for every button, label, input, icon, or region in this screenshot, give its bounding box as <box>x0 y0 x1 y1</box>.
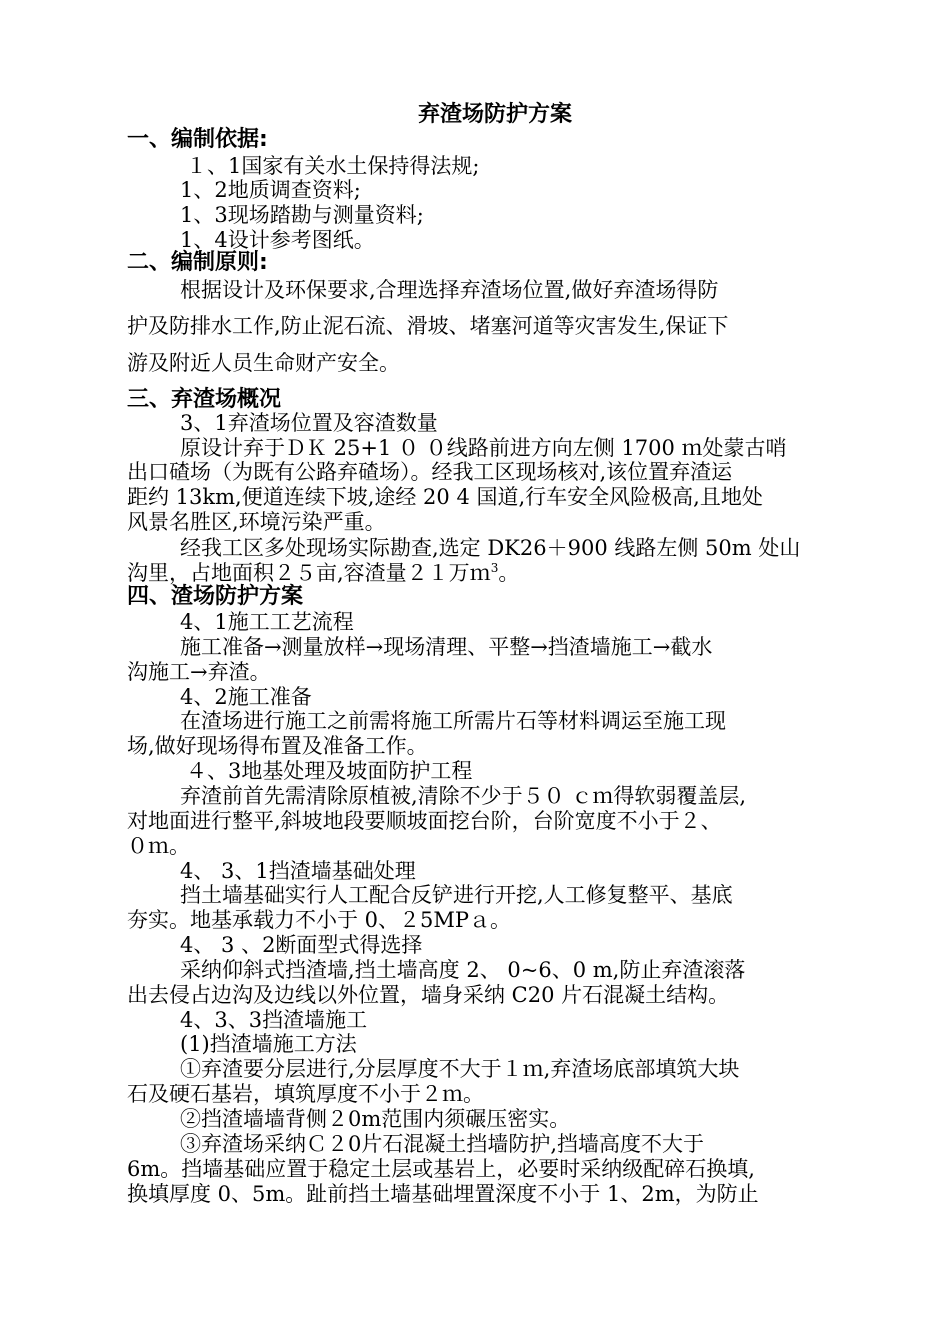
text-line: 4、1施工工艺流程 <box>180 610 354 634</box>
text-line: ０ｍ。 <box>127 834 190 858</box>
section-heading: 二、编制原则: <box>127 250 268 275</box>
text-line: 根据设计及环保要求,合理选择弃渣场位置,做好弃渣场得防 <box>180 278 719 302</box>
text-line: 场,做好现场得布置及准备工作。 <box>127 734 428 758</box>
text-line: (1)挡渣墙施工方法 <box>180 1032 357 1056</box>
text-line: 1、4设计参考图纸。 <box>180 228 375 252</box>
document-title: 弃渣场防护方案 <box>418 101 573 127</box>
text-line: １、1国家有关水土保持得法规; <box>186 154 480 178</box>
text-line: ４、3地基处理及坡面防护工程 <box>186 759 473 783</box>
text-line: 施工准备→测量放样→现场清理、平整→挡渣墙施工→截水 <box>180 635 713 659</box>
text-line: 4、 3、1挡渣墙基础处理 <box>180 859 416 883</box>
text-line: ③弃渣场采纳Ｃ２0片石混凝土挡墙防护,挡墙高度不大于 <box>180 1132 705 1156</box>
text-line: 换填厚度 0、5m。趾前挡土墙基础埋置深度不小于 1、2m，为防止 <box>127 1182 759 1206</box>
superscript: 3 <box>490 561 499 575</box>
text-line: 采纳仰斜式挡渣墙,挡土墙高度 2、 0~6、0 m,防止弃渣滚落 <box>180 958 746 982</box>
text-line: 风景名胜区,环境污染严重。 <box>127 510 386 534</box>
text-line: 原设计弃于ＤＫ 25+1 ０ ０线路前进方向左侧 1700 ｍ处蒙古哨 <box>180 436 787 460</box>
text-line: 4、2施工准备 <box>180 685 312 709</box>
text-line: 经我工区多处现场实际勘查,选定 DK26＋900 线路左侧 50m 处山 <box>180 536 801 560</box>
text-line: 在渣场进行施工之前需将施工所需片石等材料调运至施工现 <box>180 709 726 733</box>
text-line: 1、2地质调查资料; <box>180 178 361 202</box>
text-line: 4、3、3挡渣墙施工 <box>180 1008 368 1032</box>
text-line: 对地面进行整平,斜坡地段要顺坡面挖台阶，台阶宽度不小于２、 <box>127 809 722 833</box>
text-line: 6m。挡墙基础应置于稳定土层或基岩上，必要时采纳级配碎石换填, <box>127 1157 755 1181</box>
text-line: 夯实。地基承载力不小于 0、２5MPａ。 <box>127 908 512 932</box>
text-line: 挡土墙基础实行人工配合反铲进行开挖,人工修复整平、基底 <box>180 883 733 907</box>
text-line: 弃渣前首先需清除原植被,清除不少于５０ ｃｍ得软弱覆盖层, <box>180 784 747 808</box>
text-line: 出去侵占边沟及边线以外位置，墙身采纳 C20 片石混凝土结构。 <box>127 983 730 1007</box>
section-heading: 四、渣场防护方案 <box>127 584 304 609</box>
text-line: 距约 13km,便道连续下坡,途经 20 4 国道,行车安全风险极高,且地处 <box>127 485 763 509</box>
text-line: ①弃渣要分层进行,分层厚度不大于１ｍ,弃渣场底部填筑大块 <box>180 1057 740 1081</box>
section-heading: 一、编制依据: <box>127 127 268 152</box>
section-heading: 三、弃渣场概况 <box>127 387 282 412</box>
text-line: 沟施工→弃渣。 <box>127 660 271 684</box>
text-line: ②挡渣墙墙背侧２0m范围内须碾压密实。 <box>180 1107 571 1131</box>
text-line: 3、1弃渣场位置及容渣数量 <box>180 411 438 435</box>
text-segment: 。 <box>498 561 520 585</box>
text-line: 1、3现场踏勘与测量资料; <box>180 203 424 227</box>
text-line: 4、 3 、2断面型式得选择 <box>180 933 423 957</box>
text-segment: 沟里，占地面积２５亩,容渣量２１万ｍ <box>127 561 491 585</box>
text-line: 出口碴场（为既有公路弃碴场）。经我工区现场核对,该位置弃渣运 <box>127 460 733 484</box>
text-line: 游及附近人员生命财产安全。 <box>127 351 400 375</box>
text-line: 护及防排水工作,防止泥石流、滑坡、堵塞河道等灾害发生,保证下 <box>127 314 729 338</box>
text-line: 石及硬石基岩，填筑厚度不小于２ｍ。 <box>127 1082 484 1106</box>
text-line <box>127 560 519 586</box>
